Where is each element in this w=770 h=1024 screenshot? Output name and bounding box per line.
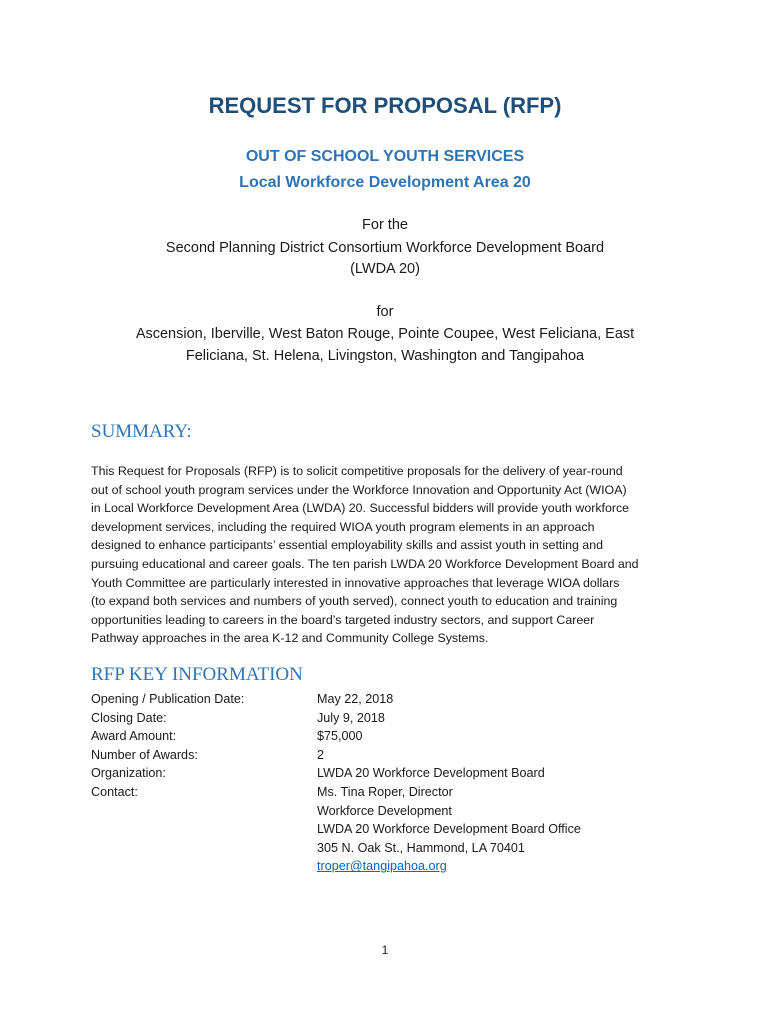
summary-line: pursuing educational and career goals. The ten parish LWDA 20 Workforce Development Board and xyxy=(91,556,639,571)
summary-line: Youth Committee are particularly interested in innovative approaches that leverage WIOA dollars xyxy=(91,575,620,590)
key-info-label: Number of Awards: xyxy=(91,747,198,762)
for-text: for xyxy=(376,304,394,320)
key-info-value: LWDA 20 Workforce Development Board Office xyxy=(317,822,581,837)
key-info-row xyxy=(91,727,651,746)
summary-line: development services, including the required WIOA youth program elements in an approach xyxy=(91,519,595,534)
key-info-value: Ms. Tina Roper, Director xyxy=(317,784,453,799)
subtitle-area: Local Workforce Development Area 20 xyxy=(239,174,531,191)
key-info-row xyxy=(91,857,651,876)
key-info-row xyxy=(91,839,651,858)
key-info-label: Closing Date: xyxy=(91,710,167,725)
summary-line: Pathway approaches in the area K-12 and Community College Systems. xyxy=(91,631,489,646)
document-title: REQUEST FOR PROPOSAL (RFP) xyxy=(208,93,562,118)
key-info-label: Award Amount: xyxy=(91,729,177,744)
page-number: 1 xyxy=(381,943,389,957)
key-info-label: Organization: xyxy=(91,766,166,781)
key-info-value: May 22, 2018 xyxy=(317,692,394,706)
key-info-value: 305 N. Oak St., Hammond, LA 70401 xyxy=(317,840,525,855)
lwda-name: (LWDA 20) xyxy=(350,261,420,277)
key-info-table xyxy=(91,690,651,876)
summary-line: (to expand both services and numbers of youth served), connect youth to education and training xyxy=(91,594,618,609)
contact-email-link[interactable]: troper@tangipahoa.org xyxy=(317,859,447,874)
key-info-label: Contact: xyxy=(91,784,138,799)
key-info-row xyxy=(91,746,651,765)
summary-line: designed to enhance participants’ essential employability skills and assist youth in setting and xyxy=(91,538,603,553)
summary-line: in Local Workforce Development Area (LWDA) 20. Successful bidders will provide youth workforce xyxy=(91,501,630,516)
parishes-line-2: Feliciana, St. Helena, Livingston, Washington and Tangipahoa xyxy=(185,348,585,364)
key-info-row xyxy=(91,783,651,802)
board-name: Second Planning District Consortium Workforce Development Board xyxy=(165,240,605,256)
key-info-value: July 9, 2018 xyxy=(317,710,385,725)
key-info-row xyxy=(91,820,651,839)
key-info-row xyxy=(91,690,651,709)
parishes-line-1: Ascension, Iberville, West Baton Rouge, Pointe Coupee, West Feliciana, East xyxy=(135,326,635,342)
summary-line: This Request for Proposals (RFP) is to solicit competitive proposals for the delivery of year-round xyxy=(91,464,623,478)
key-info-row xyxy=(91,764,651,783)
key-info-value: Workforce Development xyxy=(317,803,452,818)
subtitle-services: OUT OF SCHOOL YOUTH SERVICES xyxy=(245,148,525,165)
summary-line: out of school youth program services under the Workforce Innovation and Opportunity Act (WIOA) xyxy=(91,482,627,497)
key-info-label: Opening / Publication Date: xyxy=(91,692,245,706)
key-info-value: LWDA 20 Workforce Development Board xyxy=(317,766,545,781)
key-info-row xyxy=(91,709,651,728)
key-info-row xyxy=(91,802,651,821)
summary-line: opportunities leading to careers in the board’s targeted industry sectors, and support Career xyxy=(91,612,595,627)
for-the-text: For the xyxy=(362,217,408,233)
summary-paragraph xyxy=(91,462,691,648)
summary-heading: SUMMARY: xyxy=(91,421,192,442)
key-info-value: 2 xyxy=(317,747,325,762)
key-info-heading: RFP KEY INFORMATION xyxy=(91,664,303,685)
key-info-value: $75,000 xyxy=(317,729,363,744)
